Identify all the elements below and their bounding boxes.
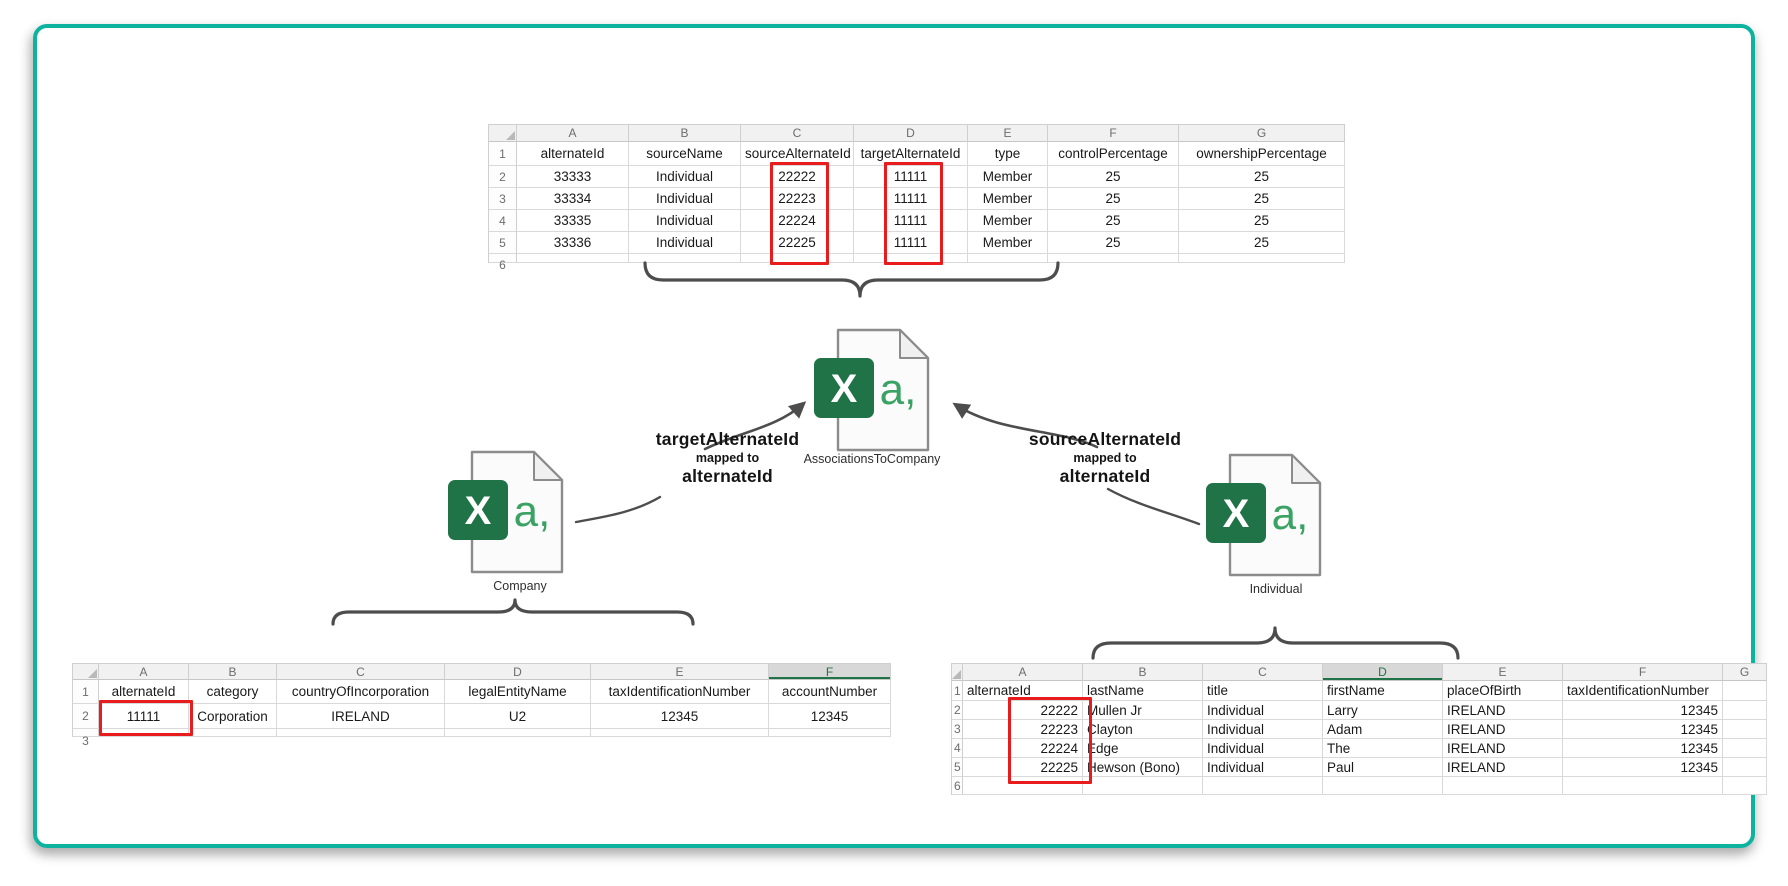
column-letter: C — [741, 125, 854, 142]
data-cell: 25 — [1179, 166, 1345, 188]
mapping-field-label: sourceAlternateId — [1028, 429, 1182, 449]
sheet-select-all-corner — [952, 664, 963, 681]
column-letter: D — [1323, 664, 1443, 681]
column-letter: G — [1723, 664, 1767, 681]
data-cell: 33335 — [517, 210, 629, 232]
header-cell: category — [189, 680, 277, 704]
column-letter: C — [1203, 664, 1323, 681]
data-cell: 12345 — [1563, 720, 1723, 739]
data-cell: Larry — [1323, 701, 1443, 720]
highlight-source-alternate-id-column — [770, 162, 829, 265]
data-cell: U2 — [445, 704, 591, 729]
data-cell: 11111 — [99, 704, 189, 729]
data-cell: 33336 — [517, 232, 629, 254]
empty-cell — [1048, 254, 1179, 263]
data-cell: 22222 — [741, 166, 854, 188]
data-cell: 25 — [1048, 166, 1179, 188]
data-cell: 25 — [1048, 210, 1179, 232]
column-letter: D — [445, 664, 591, 680]
data-cell: 25 — [1179, 188, 1345, 210]
excel-file-icon-company — [448, 449, 564, 575]
row-number: 3 — [489, 188, 517, 210]
data-cell: Individual — [629, 232, 741, 254]
empty-cell — [1323, 777, 1443, 795]
data-cell — [1723, 758, 1767, 777]
row-number: 4 — [952, 739, 963, 758]
data-cell: Individual — [1203, 701, 1323, 720]
excel-x-glyph: X — [830, 367, 858, 411]
data-cell: Member — [968, 166, 1048, 188]
data-cell: The — [1323, 739, 1443, 758]
data-cell — [1723, 739, 1767, 758]
data-cell: 12345 — [591, 704, 769, 729]
mapping-note-right — [1015, 429, 1195, 487]
data-cell: IRELAND — [1443, 720, 1563, 739]
header-cell: placeOfBirth — [1443, 681, 1563, 701]
data-cell: Individual — [1203, 720, 1323, 739]
mapping-connector-label: mapped to — [1073, 451, 1137, 465]
row-number: 1 — [73, 680, 99, 704]
highlight-target-alternate-id-column — [884, 162, 943, 265]
column-letter: A — [99, 664, 189, 680]
excel-a-glyph: a, — [513, 487, 551, 536]
data-cell: 22225 — [963, 758, 1083, 777]
data-cell: 22225 — [741, 232, 854, 254]
row-number: 6 — [952, 777, 963, 795]
header-cell: sourceName — [629, 142, 741, 166]
data-cell: 33333 — [517, 166, 629, 188]
mapping-target-label: alternateId — [1059, 466, 1151, 486]
row-number: 2 — [73, 704, 99, 729]
empty-cell — [1179, 254, 1345, 263]
empty-cell — [968, 254, 1048, 263]
excel-a-glyph: a, — [879, 365, 917, 414]
data-cell: Member — [968, 210, 1048, 232]
data-cell: 33334 — [517, 188, 629, 210]
data-cell: Member — [968, 188, 1048, 210]
company-spreadsheet — [72, 663, 891, 748]
data-cell: Edge — [1083, 739, 1203, 758]
data-cell: Adam — [1323, 720, 1443, 739]
mapping-connector-label: mapped to — [695, 451, 760, 465]
data-cell: Clayton — [1083, 720, 1203, 739]
column-letter: F — [769, 664, 891, 680]
column-letter: A — [517, 125, 629, 142]
data-cell: Corporation — [189, 704, 277, 729]
header-cell: firstName — [1323, 681, 1443, 701]
column-letter: E — [968, 125, 1048, 142]
data-cell: Individual — [629, 188, 741, 210]
header-cell: targetAlternateId — [854, 142, 968, 166]
data-cell: 12345 — [1563, 701, 1723, 720]
excel-file-icon-individual — [1206, 452, 1322, 578]
data-cell: Individual — [1203, 758, 1323, 777]
empty-cell — [591, 729, 769, 737]
row-number: 2 — [952, 701, 963, 720]
header-cell: title — [1203, 681, 1323, 701]
row-number: 5 — [952, 758, 963, 777]
data-cell: 25 — [1048, 188, 1179, 210]
column-letter: F — [1563, 664, 1723, 681]
data-cell: 11111 — [854, 210, 968, 232]
data-cell: 22222 — [963, 701, 1083, 720]
mapping-note-left — [640, 429, 815, 487]
data-cell: 22224 — [963, 739, 1083, 758]
data-cell: 11111 — [854, 232, 968, 254]
header-cell: taxIdentificationNumber — [591, 680, 769, 704]
column-letter: B — [189, 664, 277, 680]
column-letter: C — [277, 664, 445, 680]
header-cell: lastName — [1083, 681, 1203, 701]
header-cell: controlPercentage — [1048, 142, 1179, 166]
data-cell: 11111 — [854, 188, 968, 210]
empty-cell — [189, 729, 277, 737]
data-cell: IRELAND — [1443, 758, 1563, 777]
highlight-individual-alternate-id-column — [1008, 697, 1092, 784]
data-cell: 11111 — [854, 166, 968, 188]
header-cell — [1723, 681, 1767, 701]
empty-cell — [769, 729, 891, 737]
mapping-field-label: targetAlternateId — [655, 429, 800, 449]
header-cell: sourceAlternateId — [741, 142, 854, 166]
empty-cell — [517, 254, 629, 263]
column-letter: G — [1179, 125, 1345, 142]
row-number: 2 — [489, 166, 517, 188]
column-letter: A — [963, 664, 1083, 681]
data-cell: Individual — [629, 166, 741, 188]
header-cell: accountNumber — [769, 680, 891, 704]
row-number: 3 — [73, 729, 99, 737]
data-cell — [1723, 701, 1767, 720]
sheet-select-all-corner — [489, 125, 517, 142]
row-number: 3 — [952, 720, 963, 739]
column-letter: E — [1443, 664, 1563, 681]
data-cell: 25 — [1179, 232, 1345, 254]
empty-cell — [277, 729, 445, 737]
highlight-company-alternate-id — [99, 700, 193, 736]
empty-cell — [1203, 777, 1323, 795]
excel-x-glyph: X — [464, 489, 492, 533]
header-cell: alternateId — [517, 142, 629, 166]
header-cell: ownershipPercentage — [1179, 142, 1345, 166]
row-number: 1 — [489, 142, 517, 166]
data-cell: Individual — [629, 210, 741, 232]
row-number: 4 — [489, 210, 517, 232]
mapping-target-label: alternateId — [682, 466, 773, 486]
header-cell: type — [968, 142, 1048, 166]
column-letter: B — [1083, 664, 1203, 681]
excel-file-icon-associations — [814, 327, 930, 453]
data-cell: 25 — [1048, 232, 1179, 254]
data-cell: 22223 — [963, 720, 1083, 739]
data-cell: IRELAND — [277, 704, 445, 729]
empty-cell — [629, 254, 741, 263]
column-letter: D — [854, 125, 968, 142]
associations-file-label: AssociationsToCompany — [803, 452, 941, 466]
header-cell: legalEntityName — [445, 680, 591, 704]
data-cell: 12345 — [1563, 739, 1723, 758]
empty-cell — [1083, 777, 1203, 795]
sheet-select-all-corner — [73, 664, 99, 680]
data-cell: Paul — [1323, 758, 1443, 777]
data-cell: Mullen Jr — [1083, 701, 1203, 720]
individual-file-label: Individual — [1249, 582, 1303, 596]
data-cell: Hewson (Bono) — [1083, 758, 1203, 777]
row-number: 6 — [489, 254, 517, 263]
data-cell: 25 — [1179, 210, 1345, 232]
data-cell: 12345 — [1563, 758, 1723, 777]
column-letter: E — [591, 664, 769, 680]
empty-cell — [1563, 777, 1723, 795]
excel-a-glyph: a, — [1271, 490, 1309, 539]
data-cell: IRELAND — [1443, 701, 1563, 720]
header-cell: alternateId — [99, 680, 189, 704]
data-cell — [1723, 720, 1767, 739]
row-number: 5 — [489, 232, 517, 254]
header-cell: taxIdentificationNumber — [1563, 681, 1723, 701]
row-number: 1 — [952, 681, 963, 701]
column-letter: B — [629, 125, 741, 142]
company-file-label: Company — [493, 579, 547, 593]
data-cell: 12345 — [769, 704, 891, 729]
empty-cell — [1443, 777, 1563, 795]
data-cell: 22224 — [741, 210, 854, 232]
column-letter: F — [1048, 125, 1179, 142]
empty-cell — [445, 729, 591, 737]
excel-x-glyph: X — [1222, 492, 1250, 536]
empty-cell — [1723, 777, 1767, 795]
data-cell: Member — [968, 232, 1048, 254]
header-cell: alternateId — [963, 681, 1083, 701]
data-cell: IRELAND — [1443, 739, 1563, 758]
header-cell: countryOfIncorporation — [277, 680, 445, 704]
data-cell: Individual — [1203, 739, 1323, 758]
data-cell: 22223 — [741, 188, 854, 210]
